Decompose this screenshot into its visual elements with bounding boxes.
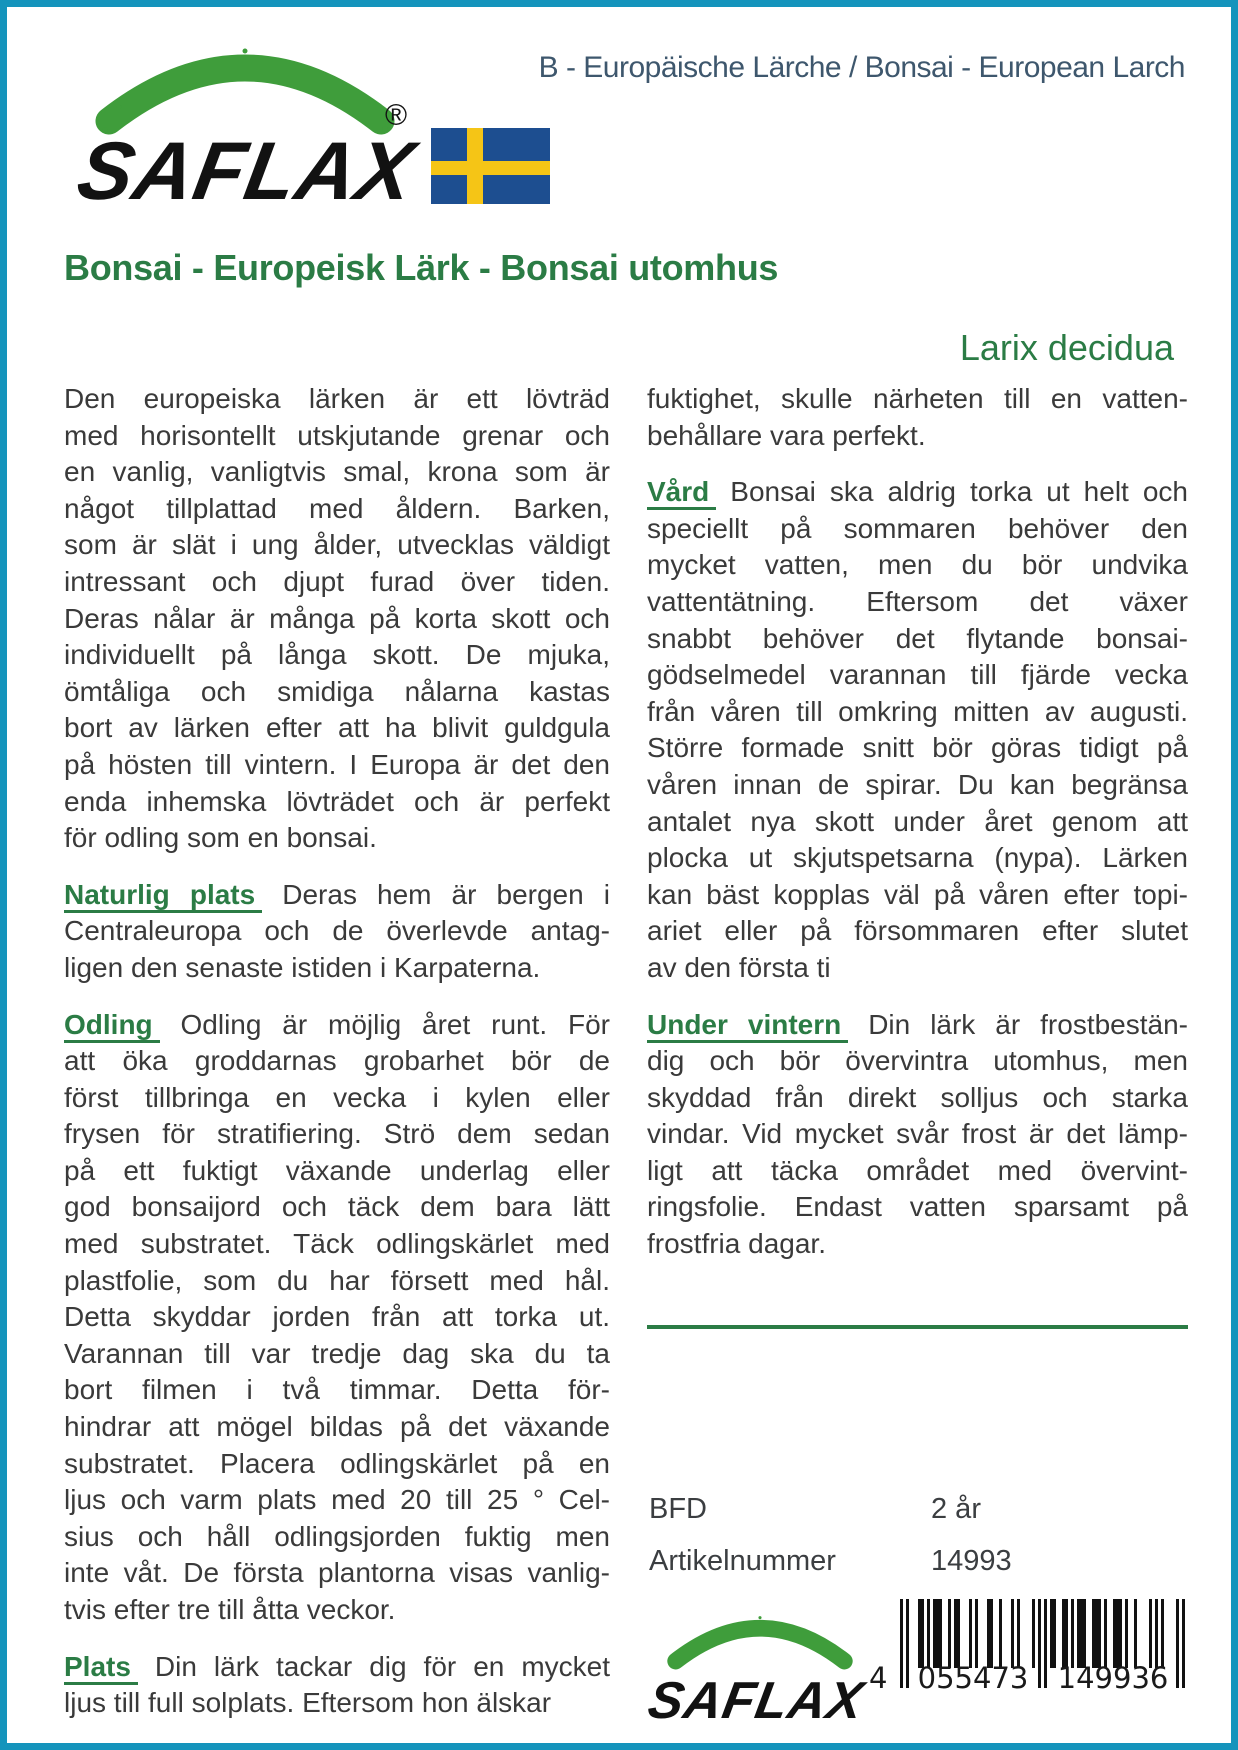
text-line: ömtåliga och smidiga nålarna kastas [64,675,610,707]
logo-arc-icon [95,37,395,137]
section-heading: Plats [64,1651,138,1685]
left-text-column [64,381,610,1742]
logo-wordmark: SAFLAX [71,126,422,217]
text-line: inte våt. De första plantorna visas vanlig- [64,1557,610,1589]
text-line: av den första ti [647,951,831,983]
text-line: från våren till omkring mitten av augusti. [647,695,1188,727]
paragraph [647,1007,1188,1263]
text-line: Vård Bonsai ska aldrig torka ut helt och [647,474,1188,511]
text-line: vindar. Vid mycket svår frost är det lämp- [647,1118,1188,1150]
text-line: ariet eller på försommaren efter slutet [647,915,1188,947]
text-line: frostfria dagar. [647,1228,826,1260]
text-line: ringsfolie. Endast vatten sparsamt på [647,1191,1188,1223]
footer-divider [647,1325,1188,1329]
footer-field-row [649,1493,1190,1545]
flag-cross-horizontal [431,161,550,175]
barcode-digit-first: 4 [869,1661,888,1695]
paragraph [64,381,610,857]
text-line: enda inhemska lövträdet och är perfekt [64,785,610,817]
text-line: Centraleuropa och de överlevde antag- [64,915,610,947]
latin-species-name: Larix decidua [959,327,1174,368]
registered-trademark-icon: ® [385,99,408,132]
text-line: som är slät i ung ålder, utvecklas väldigt [64,529,610,561]
text-line: Under vintern Din lärk är frostbestän- [647,1007,1188,1044]
text-line: bort av lärken efter att ha blivit guldgula [64,712,610,744]
saflax-logo-small [635,1593,875,1750]
text-line: antalet nya skott under året genom att [647,805,1188,837]
saflax-logo [71,33,437,217]
paragraph [64,1649,610,1722]
text-line: ligen den senaste istiden i Karpaterna. [64,951,541,983]
text-line: Detta skyddar jorden från att torka ut. [64,1301,610,1333]
text-line: något tillplattad med åldern. Barken, [64,492,610,524]
text-line: skyddad från direkt solljus och starka [647,1081,1188,1113]
text-line: ligt att täcka området med övervint- [647,1154,1188,1186]
text-line: god bonsaijord och täck dem bara lätt [64,1191,610,1223]
field-label: BFD [649,1493,707,1525]
text-line: med substratet. Täck odlingskärlet med [64,1228,610,1260]
footer-fields [649,1493,1190,1597]
text-line: Odling Odling är möjlig året runt. För [64,1007,610,1044]
text-line: Deras nålar är många på korta skott och [64,602,610,634]
text-line: våren innan de spirar. Du kan begränsa [647,768,1188,800]
text-line: dig och bör övervintra utomhus, men [647,1045,1188,1077]
text-line: plocka ut skjutspetsarna (nypa). Lärken [647,842,1188,874]
text-line: tvis efter tre till åtta veckor. [64,1594,396,1625]
text-line: med horisontellt utskjutande grenar och [64,419,610,451]
text-line: Plats Din lärk tackar dig för en mycket [64,1649,610,1686]
text-line: kan bäst kopplas väl på våren efter topi- [647,878,1188,910]
text-line: först tillbringa en vecka i kylen eller [64,1081,610,1113]
text-line: sius och håll odlingsjorden fuktig men [64,1520,610,1552]
paragraph [647,381,1188,454]
text-line: för odling som en bonsai. [64,822,377,854]
text-line: på hösten till vintern. I Europa är det den [64,748,610,780]
right-text-column [647,381,1188,1283]
section-heading: Naturlig plats [64,879,262,913]
text-line: substratet. Placera odlingskärlet på en [64,1447,610,1479]
field-value: 2 år [931,1493,981,1525]
text-line: speciellt på sommaren behöver den [647,512,1188,544]
text-line: vattentätning. Eftersom det växer [647,585,1188,617]
section-heading: Vård [647,476,716,510]
text-line: Naturlig plats Deras hem är bergen i [64,877,610,914]
section-heading: Odling [64,1009,160,1043]
ean-barcode [869,1599,1189,1707]
text-line: på ett fuktigt växande underlag eller [64,1154,610,1186]
text-line: fuktighet, skulle närheten till en vatten- [647,383,1188,414]
text-line: intressant och djupt furad över tiden. [64,565,610,597]
text-line: gödselmedel varannan till fjärde vecka [647,659,1188,691]
text-line: Den europeiska lärken är ett lövträd [64,383,610,414]
logo-wordmark: SAFLAX [643,1672,869,1730]
paragraph [647,474,1188,986]
text-line: en vanlig, vanligtvis smal, krona som är [64,456,610,488]
section-heading: Under vintern [647,1009,848,1043]
text-line: ljus till full solplats. Eftersom hon älskar [64,1687,552,1719]
text-line: snabbt behöver det flytande bonsai- [647,622,1188,654]
text-line: individuellt på långa skott. De mjuka, [64,639,610,671]
packet-header-title: B - Europäische Lärche / Bonsai - European Larch [538,51,1185,84]
text-line: plastfolie, som du har försett med hål. [64,1264,610,1296]
paragraph [64,1007,610,1629]
text-line: Större formade snitt bör göras tidigt på [647,732,1188,764]
text-line: behållare vara perfekt. [647,419,926,451]
paragraph [64,877,610,987]
barcode-digits-right: 149936 [1057,1661,1169,1695]
logo-arc-icon [667,1609,853,1671]
barcode-digits-left: 055473 [917,1661,1029,1695]
text-line: bort filmen i två timmar. Detta för- [64,1374,610,1406]
text-line: frysen för stratifiering. Strö dem sedan [64,1118,610,1150]
field-value: 14993 [931,1545,1012,1577]
text-line: att öka groddarnas grobarhet bör de [64,1045,610,1077]
text-line: mycket vatten, men du bör undvika [647,549,1188,581]
field-label: Artikelnummer [649,1545,836,1577]
text-line: hindrar att mögel bildas på det växande [64,1411,610,1443]
text-line: Varannan till var tredje dag ska du ta [64,1337,610,1369]
product-title: Bonsai - Europeisk Lärk - Bonsai utomhus [64,247,779,288]
swedish-flag-icon [431,128,550,204]
footer-field-row [649,1545,1190,1597]
text-line: ljus och varm plats med 20 till 25 ° Cel- [64,1484,610,1516]
